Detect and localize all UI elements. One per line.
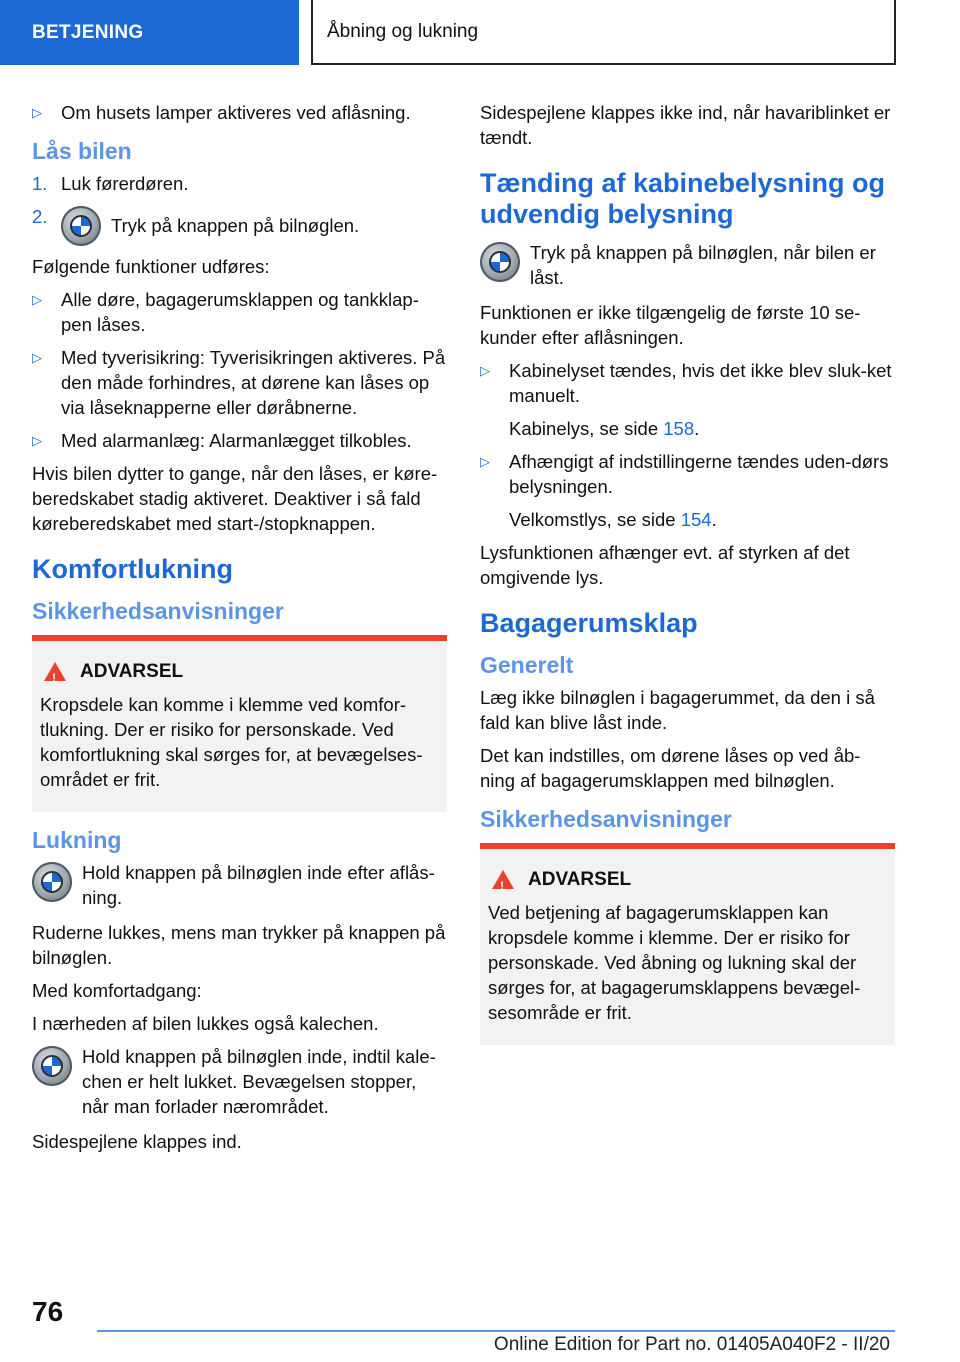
bmw-key-icon: [32, 1046, 72, 1086]
step-2: 2. Tryk på knappen på bilnøglen.: [32, 204, 447, 246]
cross-reference: Kabinelys, se side 158.: [509, 418, 700, 439]
cross-reference: Velkomstlys, se side 154.: [509, 509, 717, 530]
heading-taending: Tænding af kabinebelysning og udvendig belysning: [480, 168, 886, 229]
heading-bagagerumsklap: Bagagerumsklap: [480, 608, 698, 638]
list-item: ▷ Med tyverisikring: Tyverisikringen aktiveres. På den måde forhindres, at dørene kan låses op via låseknapperne eller døråbnerne.: [32, 347, 446, 418]
key-instruction: Hold knappen på bilnøglen inde, indtil kale-chen er helt lukket. Bevægelsen stopper, når man forlader nærområdet.: [32, 1044, 447, 1119]
paragraph: Med komfortadgang:: [32, 980, 202, 1001]
list-item: ▷ Kabinelyset tændes, hvis det ikke blev sluk-ket manuelt.: [480, 360, 892, 406]
triangle-bullet-icon: ▷: [480, 454, 490, 469]
paragraph: Læg ikke bilnøglen i bagagerummet, da den i så fald kan blive låst inde.: [480, 687, 875, 733]
paragraph: Hvis bilen dytter to gange, når den låses, er køre-beredskabet stadig aktiveret. Deaktiver i så fald køreberedskabet med start-/stopknappen.: [32, 463, 438, 534]
triangle-bullet-icon: ▷: [480, 363, 490, 378]
bmw-key-icon: [32, 862, 72, 902]
paragraph: Følgende funktioner udføres:: [32, 256, 270, 277]
warning-triangle-icon: [44, 662, 66, 681]
paragraph: Sidespejlene klappes ikke ind, når havariblinket er tændt.: [480, 102, 891, 148]
triangle-bullet-icon: ▷: [32, 433, 42, 448]
heading-generelt: Generelt: [480, 652, 574, 678]
heading-laas-bilen: Lås bilen: [32, 138, 132, 164]
paragraph: I nærheden af bilen lukkes også kalechen.: [32, 1013, 379, 1034]
section-tab: BETJENING: [0, 0, 299, 65]
triangle-bullet-icon: ▷: [32, 350, 42, 365]
bmw-key-icon: [480, 242, 520, 282]
heading-sikkerhedsanvisninger: Sikkerhedsanvisninger: [480, 806, 732, 832]
warning-box: ! ADVARSEL Kropsdele kan komme i klemme ved komfor-tlukning. Der er risiko for personskade. Ved komfortlukning skal sørges for, at bevægelses-området er frit.: [32, 635, 447, 812]
list-item: ▷ Afhængigt af indstillingerne tændes uden-dørs belysningen.: [480, 451, 889, 497]
page-number: 76: [32, 1296, 64, 1327]
paragraph: Funktionen er ikke tilgængelig de første 10 se-kunder efter aflåsningen.: [480, 302, 861, 348]
paragraph: Lysfunktionen afhænger evt. af styrken af det omgivende lys.: [480, 542, 850, 588]
paragraph: Ruderne lukkes, mens man trykker på knappen på bilnøglen.: [32, 922, 446, 968]
triangle-bullet-icon: ▷: [32, 292, 42, 307]
heading-komfortlukning: Komfortlukning: [32, 554, 233, 584]
footer-edition: Online Edition for Part no. 01405A040F2 - II/20: [493, 1334, 890, 1355]
chapter-title: Åbning og lukning: [311, 0, 896, 65]
warning-box: ! ADVARSEL Ved betjening af bagagerumsklappen kan kropsdele komme i klemme. Der er risiko for personskade. Ved åbning og lukning skal der sørges for, at bagagerumsklappens bevægel-sesområde er frit.: [480, 843, 895, 1045]
key-instruction: Tryk på knappen på bilnøglen, når bilen er låst.: [480, 240, 895, 290]
paragraph: Sidespejlene klappes ind.: [32, 1131, 242, 1152]
list-item: ▷ Alle døre, bagagerumsklappen og tankklap-pen låses.: [32, 289, 419, 335]
left-column: [32, 100, 447, 1162]
warning-triangle-icon: [492, 870, 514, 889]
list-item: ▷ Med alarmanlæg: Alarmanlægget tilkobles.: [32, 430, 412, 451]
page-link-158[interactable]: 158: [663, 418, 695, 439]
heading-lukning: Lukning: [32, 827, 122, 853]
page-link-154[interactable]: 154: [680, 509, 712, 530]
bmw-key-icon: [61, 206, 101, 246]
list-item: ▷ Om husets lamper aktiveres ved aflåsning.: [32, 102, 411, 123]
key-instruction: Hold knappen på bilnøglen inde efter aflås-ning.: [32, 860, 447, 910]
step-1: 1. Luk førerdøren.: [32, 173, 189, 194]
right-column: [480, 100, 895, 1059]
triangle-bullet-icon: ▷: [32, 105, 42, 120]
heading-sikkerhedsanvisninger: Sikkerhedsanvisninger: [32, 598, 284, 624]
paragraph: Det kan indstilles, om dørene låses op ved åb-ning af bagagerumsklappen med bilnøglen.: [480, 745, 861, 791]
